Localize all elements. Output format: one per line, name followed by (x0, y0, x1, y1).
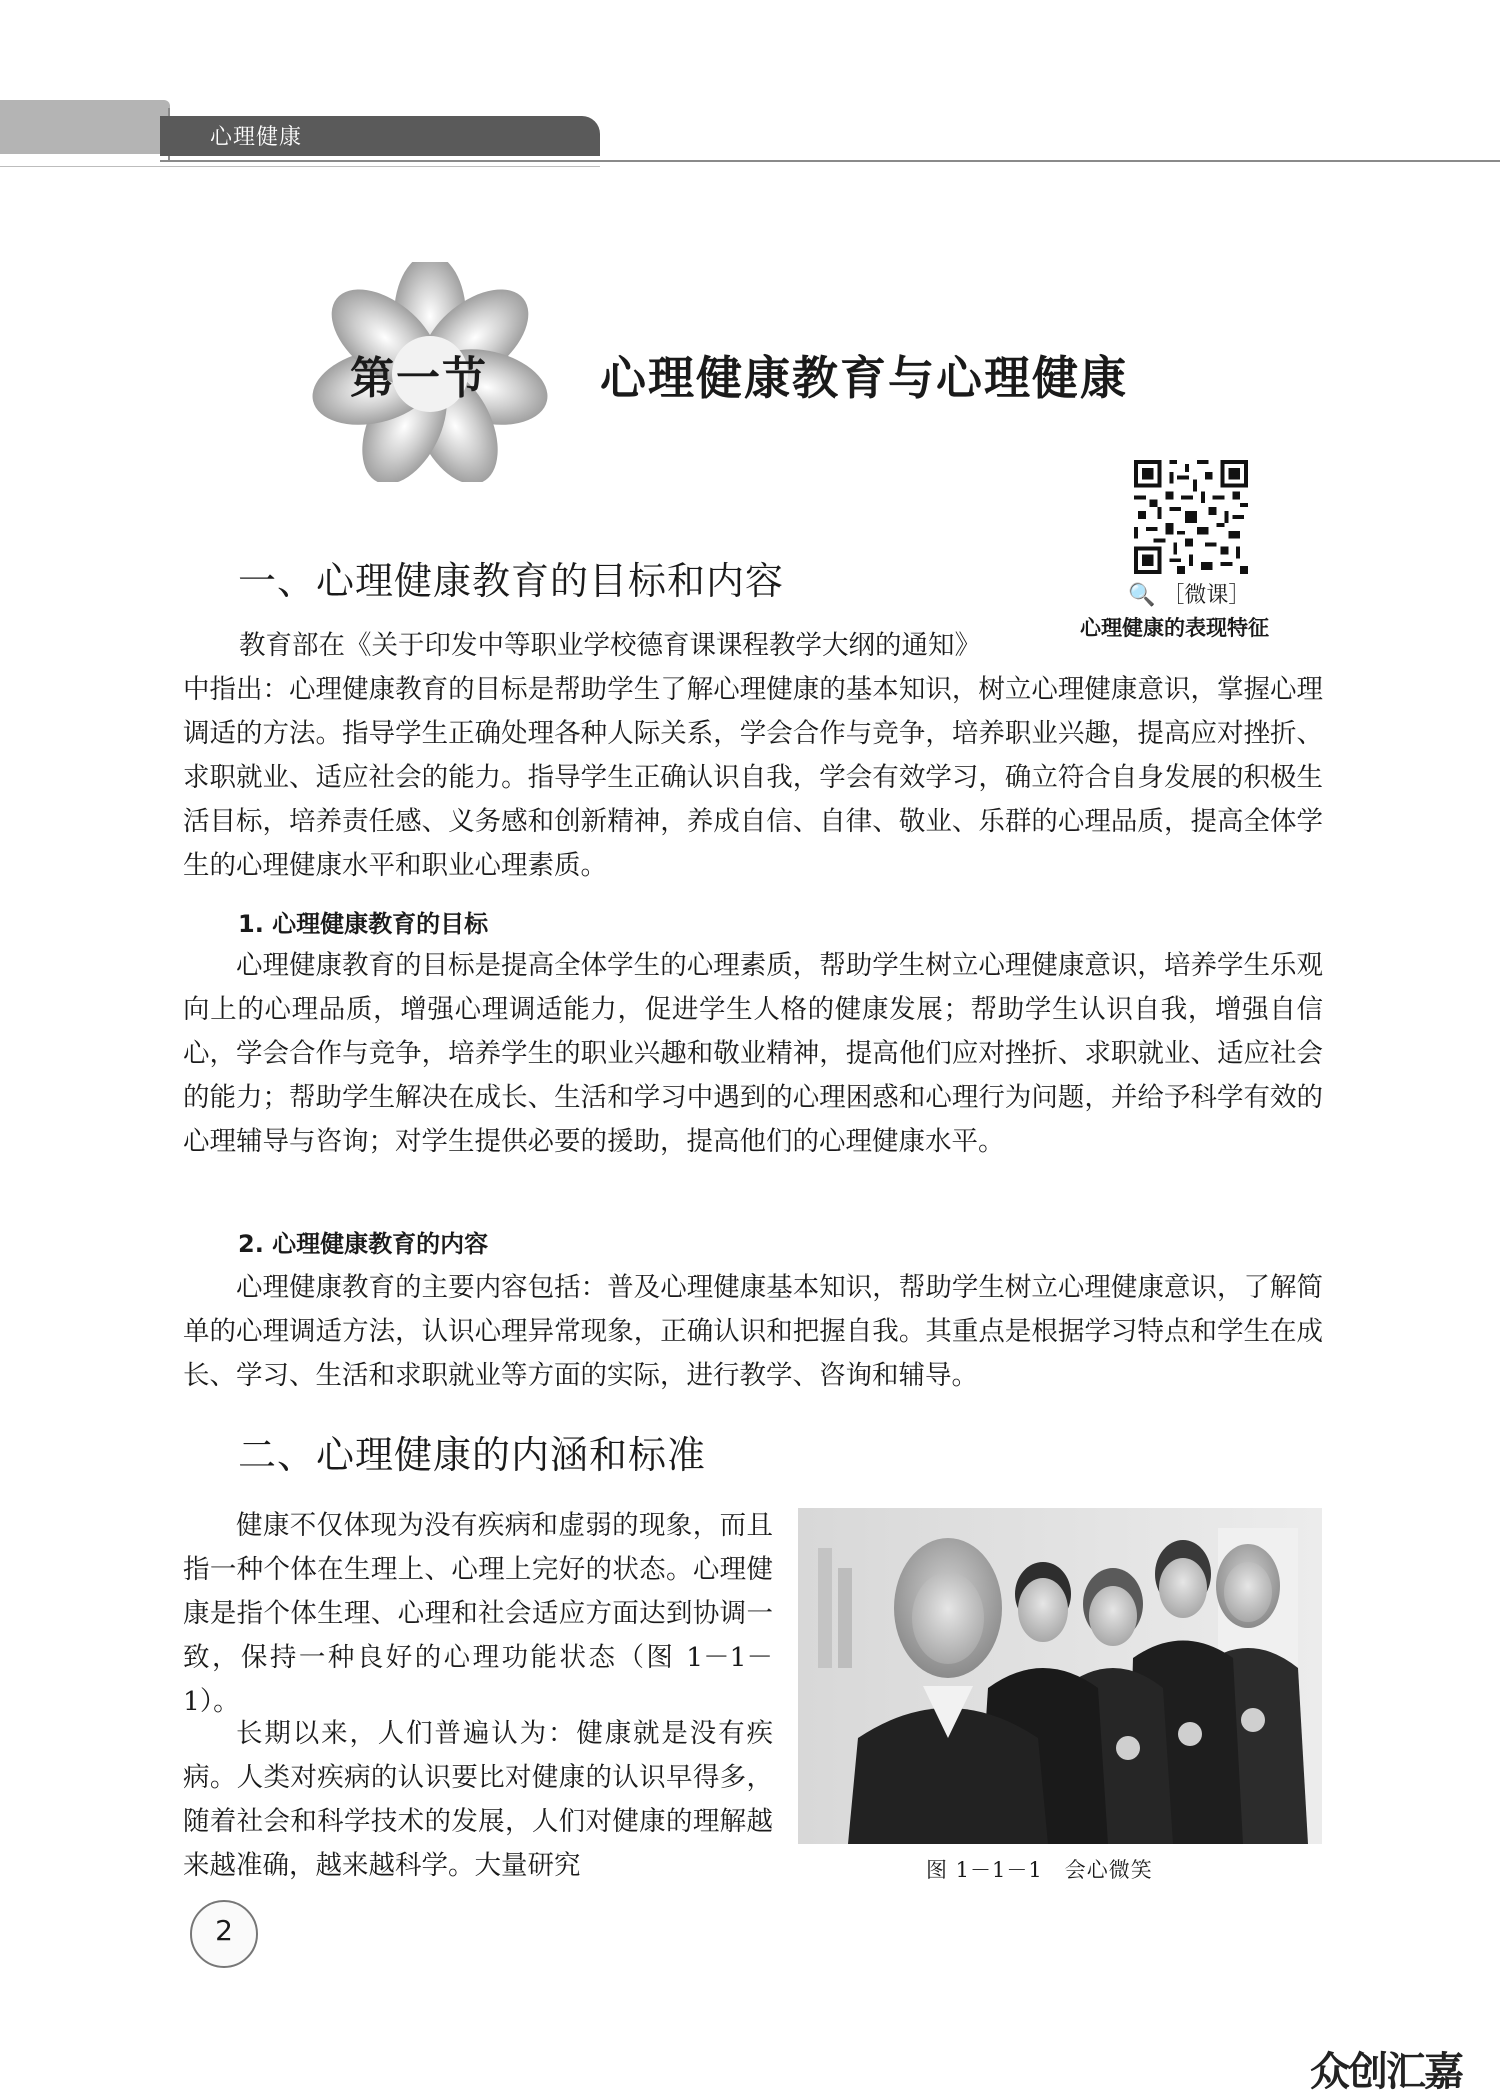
intro-paragraph: 中指出：心理健康教育的目标是帮助学生了解心理健康的基本知识，树立心理健康意识，掌握心理调适的方法。指导学生正确处理各种人际关系，学会合作与竞争，培养职业兴趣，提高应对挫折、求职就业、适应社会的能力。指导学生正确认识自我，学会有效学习，确立符合自身发展的积极生活目标，培养责任感、义务感和创新精神，养成自信、自律、敬业、乐群的心理品质，提高全体学生的心理健康水平和职业心理素质。 (183, 674, 1323, 881)
magnifier-icon: 🔍 (1128, 583, 1156, 608)
heading-part2: 二、心理健康的内涵和标准 (238, 1433, 707, 1477)
running-title: 心理健康 (210, 125, 303, 150)
watermark: 众创汇嘉 (1310, 2049, 1462, 2095)
qr-caption: 心理健康的表现特征 (1080, 616, 1269, 640)
subheading-content: 2. 心理健康教育的内容 (238, 1230, 489, 1258)
micro-lesson-tag (1128, 578, 1250, 609)
content-paragraph: 心理健康教育的主要内容包括：普及心理健康基本知识，帮助学生树立心理健康意识，了解简单的心理调适方法，认识心理异常现象，正确认识和把握自我。其重点是根据学习特点和学生在成长、学习、生活和求职就业等方面的实际，进行教学、咨询和辅导。 (183, 1272, 1323, 1391)
section-title: 心理健康教育与心理健康 (600, 351, 1128, 405)
qr-code[interactable] (1134, 460, 1248, 574)
page-number: 2 (215, 1914, 233, 1947)
part2-paragraph2: 长期以来，人们普遍认为：健康就是没有疾病。人类对疾病的认识要比对健康的认识早得多，随着社会和科学技术的发展，人们对健康的理解越来越准确，越来越科学。大量研究 (183, 1718, 773, 1881)
subheading-goals: 1. 心理健康教育的目标 (238, 910, 489, 938)
header-tab-background (0, 100, 170, 154)
heading-part1: 一、心理健康教育的目标和内容 (238, 559, 785, 603)
header-rule (160, 160, 1500, 162)
figure-caption: 图 1－1－1 会心微笑 (926, 1858, 1153, 1882)
header-rule-thin (0, 166, 600, 167)
micro-lesson-label: ［微课］ (1162, 583, 1251, 608)
smiling-people-photo (798, 1508, 1322, 1844)
part2-paragraph1: 健康不仅体现为没有疾病和虚弱的现象，而且指一种个体在生理上、心理上完好的状态。心理健康是指个体生理、心理和社会适应方面达到协调一致，保持一种良好的心理功能状态（图 1－1－1）。 (183, 1510, 773, 1717)
section-number: 第一节 (350, 353, 488, 404)
intro-line1: 教育部在《关于印发中等职业学校德育课课程教学大纲的通知》 (239, 630, 981, 661)
goals-paragraph: 心理健康教育的目标是提高全体学生的心理素质，帮助学生树立心理健康意识，培养学生乐观向上的心理品质，增强心理调适能力，促进学生人格的健康发展；帮助学生认识自我，增强自信心，学会合作与竞争，培养学生的职业兴趣和敬业精神，提高他们应对挫折、求职就业、适应社会的能力；帮助学生解决在成长、生活和学习中遇到的心理困惑和心理行为问题，并给予科学有效的心理辅导与咨询；对学生提供必要的援助，提高他们的心理健康水平。 (183, 950, 1323, 1157)
